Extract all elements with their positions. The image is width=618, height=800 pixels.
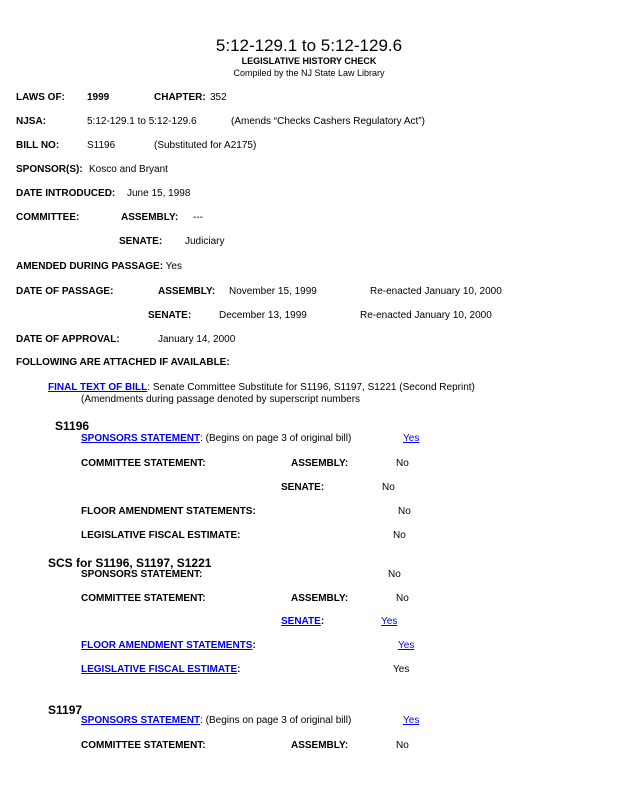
scs-senate-row — [281, 616, 324, 628]
page-title: 5:12-129.1 to 5:12-129.6 — [215, 36, 403, 55]
chapter-label: CHAPTER: — [154, 92, 206, 103]
s1197-committee-label: COMMITTEE STATEMENT: — [81, 740, 206, 751]
date-introduced-value: June 15, 1998 — [127, 188, 191, 199]
s1197-sponsors-row — [81, 715, 351, 727]
committee-senate-value: Judiciary — [185, 236, 225, 247]
bill-no-note: (Substituted for A2175) — [154, 140, 257, 151]
sponsors-value: Kosco and Bryant — [89, 164, 168, 175]
page-subtitle: LEGISLATIVE HISTORY CHECK — [241, 56, 377, 66]
scs-senate-colon: : — [320, 616, 325, 627]
scs-committee-label: COMMITTEE STATEMENT: — [81, 593, 206, 604]
amended-value: Yes — [165, 261, 182, 272]
s1196-assembly-value: No — [396, 458, 409, 469]
s1196-assembly-label: ASSEMBLY: — [291, 458, 349, 469]
laws-of-label: LAWS OF: — [16, 92, 65, 103]
scs-sponsors-label: SPONSORS STATEMENT: — [81, 569, 203, 580]
scs-floor-colon: : — [252, 640, 256, 651]
s1197-sponsors-note: : (Begins on page 3 of original bill) — [200, 715, 352, 726]
scs-title: SCS for S1196, S1197, S1221 — [48, 556, 212, 570]
scs-senate-yes-link[interactable]: Yes — [381, 616, 398, 627]
final-text-link[interactable]: FINAL TEXT OF BILL — [48, 382, 148, 393]
njsa-label: NJSA: — [16, 116, 47, 127]
s1197-sponsors-link[interactable]: SPONSORS STATEMENT — [81, 715, 201, 726]
s1196-sponsors-yes-link[interactable]: Yes — [403, 433, 420, 444]
scs-fiscal-colon: : — [237, 664, 241, 675]
chapter-value: 352 — [210, 92, 227, 103]
sponsors-label: SPONSOR(S): — [16, 164, 83, 175]
final-text-note: (Amendments during passage denoted by superscript numbers — [81, 394, 361, 405]
laws-of-value: 1999 — [87, 92, 110, 103]
passage-label: DATE OF PASSAGE: — [16, 286, 114, 297]
scs-floor-yes-link[interactable]: Yes — [398, 640, 415, 651]
amended-row — [16, 261, 182, 273]
scs-fiscal-value: Yes — [393, 664, 410, 675]
scs-sponsors-value: No — [388, 569, 401, 580]
scs-assembly-value: No — [396, 593, 409, 604]
date-introduced-label: DATE INTRODUCED: — [16, 188, 116, 199]
passage-senate-label: SENATE: — [148, 310, 192, 321]
passage-senate-note: Re-enacted January 10, 2000 — [360, 310, 492, 321]
committee-senate-label: SENATE: — [119, 236, 163, 247]
s1196-sponsors-note: : (Begins on page 3 of original bill) — [200, 433, 352, 444]
amended-label: AMENDED DURING PASSAGE: — [16, 261, 164, 272]
passage-assembly-label: ASSEMBLY: — [158, 286, 216, 297]
s1197-title: S1197 — [48, 703, 83, 717]
scs-fiscal-row — [81, 664, 240, 676]
njsa-value: 5:12-129.1 to 5:12-129.6 — [87, 116, 197, 127]
s1196-committee-label: COMMITTEE STATEMENT: — [81, 458, 206, 469]
s1197-sponsors-yes-link[interactable]: Yes — [403, 715, 420, 726]
committee-assembly-value: --- — [193, 212, 203, 223]
scs-senate-link[interactable]: SENATE — [281, 616, 321, 627]
s1196-sponsors-row — [81, 433, 351, 445]
s1196-fiscal-label: LEGISLATIVE FISCAL ESTIMATE: — [81, 530, 241, 541]
s1196-senate-label: SENATE: — [281, 482, 325, 493]
s1197-assembly-label: ASSEMBLY: — [291, 740, 349, 751]
s1196-title: S1196 — [55, 419, 90, 433]
bill-no-label: BILL NO: — [16, 140, 60, 151]
compiled-by: Compiled by the NJ State Law Library — [233, 68, 385, 78]
scs-fiscal-link[interactable]: LEGISLATIVE FISCAL ESTIMATE — [81, 664, 238, 675]
final-text-row — [48, 382, 475, 394]
s1196-floor-label: FLOOR AMENDMENT STATEMENTS: — [81, 506, 256, 517]
s1196-senate-value: No — [382, 482, 395, 493]
committee-label: COMMITTEE: — [16, 212, 80, 223]
approval-value: January 14, 2000 — [158, 334, 236, 345]
s1197-assembly-value: No — [396, 740, 409, 751]
passage-assembly-note: Re-enacted January 10, 2000 — [370, 286, 502, 297]
s1196-floor-value: No — [398, 506, 411, 517]
scs-floor-row — [81, 640, 256, 652]
committee-assembly-label: ASSEMBLY: — [121, 212, 179, 223]
scs-assembly-label: ASSEMBLY: — [291, 593, 349, 604]
passage-senate-date: December 13, 1999 — [219, 310, 307, 321]
final-text-desc: : Senate Committee Substitute for S1196, S1197, S1221 (Second Reprint) — [147, 382, 475, 393]
s1196-sponsors-link[interactable]: SPONSORS STATEMENT — [81, 433, 201, 444]
s1196-fiscal-value: No — [393, 530, 406, 541]
passage-assembly-date: November 15, 1999 — [229, 286, 317, 297]
approval-label: DATE OF APPROVAL: — [16, 334, 120, 345]
njsa-note: (Amends “Checks Cashers Regulatory Act”) — [231, 116, 425, 127]
bill-no-value: S1196 — [87, 140, 116, 151]
scs-floor-link[interactable]: FLOOR AMENDMENT STATEMENTS — [81, 640, 253, 651]
following-label: FOLLOWING ARE ATTACHED IF AVAILABLE: — [16, 357, 230, 368]
